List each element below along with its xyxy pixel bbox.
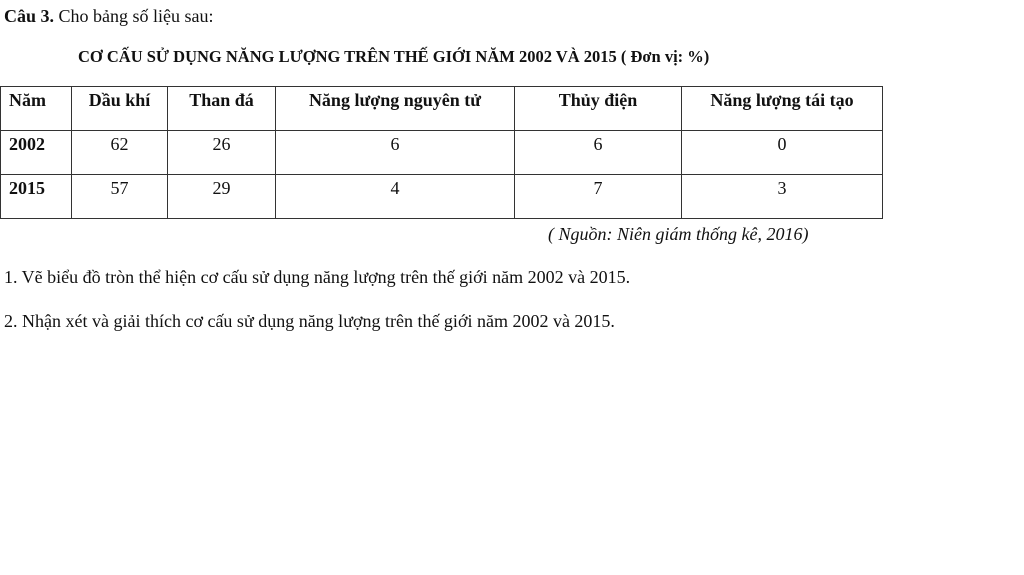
- table-header-row: [1, 87, 883, 131]
- question-heading: [4, 5, 214, 27]
- table-source-note: ( Nguồn: Niên giám thống kê, 2016): [548, 224, 809, 244]
- question-number: Câu 3.: [4, 6, 55, 26]
- table-cell-nuclear: 4: [276, 175, 515, 219]
- task-item: 2. Nhận xét và giải thích cơ cấu sử dụng năng lượng trên thế giới năm 2002 và 2015.: [4, 311, 615, 331]
- table-cell-oil-gas: 57: [72, 175, 168, 219]
- energy-structure-table: [0, 86, 883, 219]
- table-cell-renewable: 3: [682, 175, 883, 219]
- column-header-coal: Than đá: [168, 87, 276, 131]
- question-prompt: Cho bảng số liệu sau:: [58, 6, 214, 26]
- table-cell-oil-gas: 62: [72, 131, 168, 175]
- table-row: [1, 131, 883, 175]
- column-header-year: Năm: [1, 87, 72, 131]
- task-item: 1. Vẽ biểu đồ tròn thể hiện cơ cấu sử dụng năng lượng trên thế giới năm 2002 và 2015.: [4, 267, 631, 287]
- column-header-renewable: Năng lượng tái tạo: [682, 87, 883, 131]
- table-cell-year: 2015: [1, 175, 72, 219]
- table-row: [1, 175, 883, 219]
- column-header-nuclear: Năng lượng nguyên tử: [276, 87, 515, 131]
- table-cell-hydro: 7: [515, 175, 682, 219]
- table-cell-hydro: 6: [515, 131, 682, 175]
- table-title: CƠ CẤU SỬ DỤNG NĂNG LƯỢNG TRÊN THẾ GIỚI NĂM 2002 VÀ 2015 ( Đơn vị: %): [78, 47, 710, 66]
- column-header-hydro: Thủy điện: [515, 87, 682, 131]
- table-cell-renewable: 0: [682, 131, 883, 175]
- table-cell-coal: 26: [168, 131, 276, 175]
- table-cell-nuclear: 6: [276, 131, 515, 175]
- column-header-oil-gas: Dầu khí: [72, 87, 168, 131]
- table-cell-year: 2002: [1, 131, 72, 175]
- table-cell-coal: 29: [168, 175, 276, 219]
